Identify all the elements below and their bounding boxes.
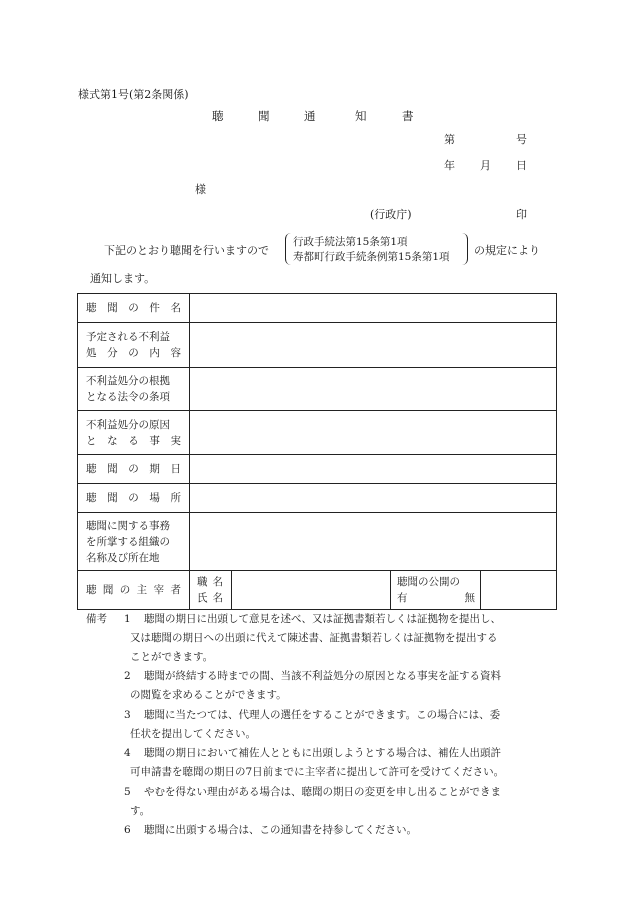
label-char: 聴 <box>86 463 97 475</box>
addressee-suffix: 様 <box>195 183 206 196</box>
public-hearing-value[interactable] <box>481 571 557 610</box>
label-char: 分 <box>107 347 118 359</box>
title-char: 通 <box>304 109 316 123</box>
hearing-place-label <box>78 484 190 513</box>
note-number: 2 <box>124 670 131 682</box>
note-text: 可申請書を聴聞の期日の7日前までに主宰者に提出して許可を受けてください。 <box>130 766 505 778</box>
label-char: の <box>128 347 139 359</box>
label-char: 氏 <box>197 592 208 604</box>
label-char: の <box>119 584 131 596</box>
table-row <box>78 323 557 368</box>
label-char: 事 <box>149 434 160 447</box>
note-text: 又は聴聞の期日への出頭に代えて陳述書、証拠書類若しくは証拠物を提出する <box>130 632 498 644</box>
note-number: 5 <box>124 786 131 798</box>
title-char: 聞 <box>258 109 270 123</box>
cause-facts-value[interactable] <box>190 411 557 455</box>
case-name-label <box>78 294 190 323</box>
date-month: 月 <box>480 159 491 172</box>
date-day: 日 <box>516 159 527 172</box>
label-char: 主 <box>136 584 148 596</box>
cause-facts-label <box>78 411 190 455</box>
table-row <box>78 513 557 571</box>
legal-basis-label <box>78 368 190 411</box>
public-hearing-label <box>391 571 481 610</box>
label-line: 聴聞の公開の <box>397 576 460 588</box>
legal-reference-2: 寿都町行政手続条例第15条第1項 <box>293 251 450 263</box>
label-char: 場 <box>149 492 160 504</box>
label-line: 聴聞に関する事務 <box>86 519 170 532</box>
note-text: 聴聞に当たつては、代理人の選任をすることができます。この場合には、委 <box>144 709 501 721</box>
label-char: な <box>107 434 118 447</box>
note-text: 任状を提出してください。 <box>130 728 256 740</box>
organization-value[interactable] <box>190 513 557 571</box>
label-line: 予定される不利益 <box>86 331 170 343</box>
label-char: の <box>128 492 139 504</box>
disposition-content-value[interactable] <box>190 323 557 368</box>
note-text: ことができます。 <box>130 651 214 663</box>
body-line-2: 通知します。 <box>90 272 156 285</box>
seal-mark: 印 <box>516 208 527 221</box>
legal-reference-brace <box>285 233 468 265</box>
label-char: 容 <box>170 347 181 359</box>
note-number: 1 <box>124 613 131 625</box>
note-text: やむを得ない理由がある場合は、聴聞の期日の変更を申し出ることができま <box>144 786 501 798</box>
table-row <box>78 411 557 455</box>
position-name-label <box>190 571 232 610</box>
note-text: 聴聞の期日に出頭して意見を述べ、又は証拠書類若しくは証拠物を提出し、 <box>144 613 501 625</box>
table-row <box>78 455 557 484</box>
date-year: 年 <box>444 159 455 172</box>
label-line: 不利益処分の根拠 <box>86 375 170 387</box>
label-char: 処 <box>86 347 97 359</box>
hearing-details-table <box>77 293 557 610</box>
label-char: 所 <box>170 492 181 504</box>
label-line: 名称及び所在地 <box>86 551 160 564</box>
label-char: 件 <box>149 302 160 314</box>
hearing-date-value[interactable] <box>190 455 557 484</box>
form-number: 様式第1号(第2条関係) <box>78 88 189 101</box>
label-char: 聴 <box>86 302 97 314</box>
title-char: 知 <box>355 109 367 123</box>
note-number: 3 <box>124 709 131 721</box>
label-char: る <box>128 434 139 447</box>
title-char: 聴 <box>212 109 224 123</box>
note-number: 4 <box>124 747 131 759</box>
label-line: を所掌する組織の <box>86 535 170 548</box>
label-char: の <box>128 302 139 314</box>
note-text: 聴聞に出頭する場合は、この通知書を持参してください。 <box>144 824 417 836</box>
body-tail: の規定により <box>474 244 540 257</box>
public-option-yes[interactable]: 有 <box>397 592 408 604</box>
label-char: 聞 <box>107 302 118 314</box>
table-row <box>78 571 557 610</box>
label-char: 職 <box>197 576 208 588</box>
organization-label <box>78 513 190 571</box>
case-name-value[interactable] <box>190 294 557 323</box>
legal-reference-1: 行政手続法第15条第1項 <box>293 236 408 248</box>
label-char: 期 <box>149 463 160 475</box>
label-char: の <box>128 463 139 475</box>
label-char: 名 <box>170 302 181 314</box>
body-lead: 下記のとおり聴聞を行いますので <box>104 244 269 257</box>
table-row <box>78 484 557 513</box>
label-char: 日 <box>170 463 181 475</box>
number-prefix: 第 <box>444 133 455 146</box>
label-char: 聴 <box>86 584 97 596</box>
table-row <box>78 294 557 323</box>
label-char: 宰 <box>153 584 165 596</box>
table-row <box>78 368 557 411</box>
label-char: 聞 <box>107 463 118 475</box>
hearing-place-value[interactable] <box>190 484 557 513</box>
note-text: す。 <box>130 805 151 817</box>
label-char: 名 <box>212 592 223 604</box>
title-char: 書 <box>402 109 414 123</box>
note-text: 聴聞の期日において補佐人とともに出頭しようとする場合は、補佐人出頭許 <box>144 747 501 759</box>
note-text: 聴聞が終結する時までの間、当該不利益処分の原因となる事実を証する資料 <box>144 670 501 682</box>
label-line: となる法令の条項 <box>86 391 170 403</box>
label-char: 名 <box>212 576 223 588</box>
label-line: 不利益処分の原因 <box>86 418 170 431</box>
label-char: 聞 <box>102 584 114 596</box>
note-number: 6 <box>124 824 131 836</box>
public-option-no[interactable]: 無 <box>464 592 475 604</box>
notes-heading: 備考 <box>86 613 107 625</box>
presiding-officer-label <box>78 571 190 610</box>
disposition-content-label <box>78 323 190 368</box>
legal-basis-value[interactable] <box>190 368 557 411</box>
label-char: 聞 <box>107 492 118 504</box>
number-suffix: 号 <box>516 133 527 146</box>
label-char: 聴 <box>86 492 97 504</box>
hearing-date-label <box>78 455 190 484</box>
agency-label: (行政庁) <box>370 208 412 221</box>
presiding-officer-value[interactable] <box>232 571 391 610</box>
label-char: 実 <box>170 434 181 447</box>
note-text: の閲覧を求めることができます。 <box>130 689 287 701</box>
label-char: 者 <box>170 584 181 596</box>
label-char: 内 <box>149 347 160 359</box>
label-char: と <box>86 434 97 447</box>
